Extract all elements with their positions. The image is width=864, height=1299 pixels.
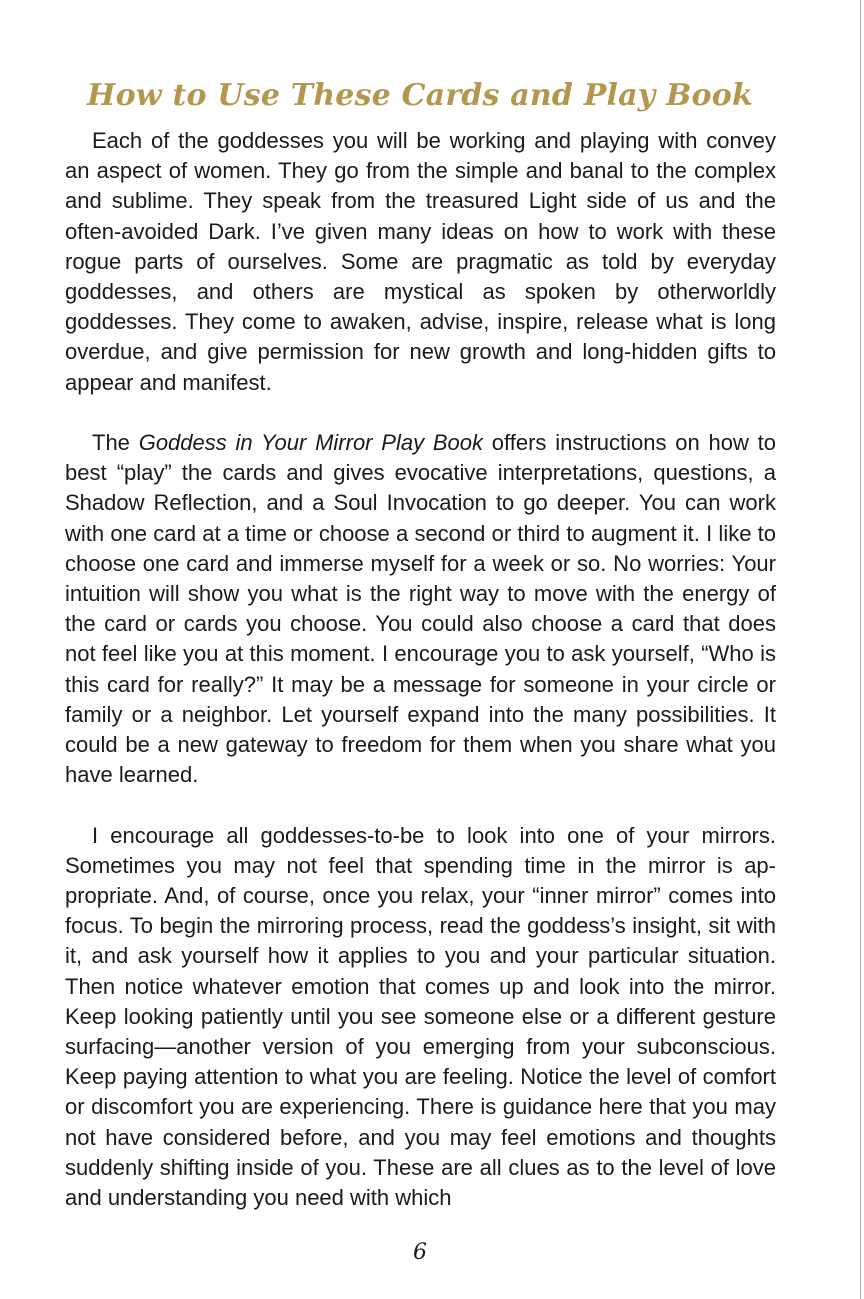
paragraph-1: Each of the goddesses you will be working and playing with convey an aspect of women. They go from the simple and banal to the complex and sublime. They speak from the treasured Light side of us and the often-avoided Dark. I’ve given many ideas on how to work with these rogue parts of ourselves. Some are pragmatic as told by everyday goddesses, and others are mystical as spoken by otherworldly goddesses. They come to awaken, advise, inspire, release what is long overdue, and give permission for new growth and long-hidden gifts to appear and manifest. [65,128,776,395]
page-edge-divider [860,0,861,1299]
paragraph-2 [65,428,776,790]
book-title-italic: Goddess in Your Mirror Play Book [138,430,484,456]
paragraph-2-rest: offers instructions on how to best “play” the cards and gives evocative interpretations, questions, a Shadow Reflection, and a Soul Invocation to go deeper. You can work with one card at a time or choose a second or third to augment it. I like to choose one card and immerse myself for a week or so. No worries: Your intuition will show you what is the right way to move with the energy of the card or cards you choose. You could also choose a card that does not feel like you at this moment. I encourage you to ask yourself, “Who is this card for really?” It may be a message for someone in your circle or family or a neighbor. Let yourself expand into the many possibilities. It could be a new gateway to freedom for them when you share what you have learned. [65,430,776,788]
page-title: How to Use These Cards and Play Book [87,78,753,114]
paragraph-2-lead: The [92,430,139,456]
page-number: 6 [413,1240,427,1265]
body-text [65,126,776,1213]
paragraph-3: I encourage all goddesses-to-be to look into one of your mirrors. Sometimes you may not feel that spending time in the mirror is appropriate. And, of course, once you relax, your “inner mirror” comes into focus. To begin the mirroring process, read the goddess’s insight, sit with it, and ask yourself how it applies to you and your particular situation. Then notice whatever emotion that comes up and look into the mirror. Keep looking patiently until you see someone else or a different gesture surfacing—another version of you emerging from your subconscious. Keep paying attention to what you are feeling. Notice the level of comfort or discomfort you are experiencing. There is guidance here that you may not have considered before, and you may feel emotions and thoughts suddenly shifting inside of you. These are all clues as to the level of love and understanding you need with which [65,822,776,1211]
